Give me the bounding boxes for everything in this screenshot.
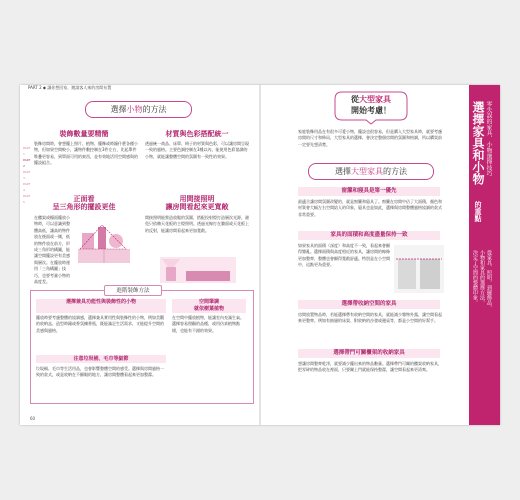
room-lighting-illustration-icon <box>160 257 236 283</box>
band-tagline-3: 決定了空間的整體印象。 <box>472 250 478 305</box>
tip-heading-functional: 選擇兼具功能性與裝飾性的小物 <box>36 299 166 313</box>
side-tab: PART 5 <box>23 194 31 204</box>
pill-text: 的方法 <box>383 167 407 176</box>
band-subtitle: 零失誤的家具．小物選擇技巧 <box>485 101 491 177</box>
shelf-item <box>420 259 440 289</box>
side-tabs <box>23 145 31 205</box>
subheading-height-depth: 家具的面積和高度盡量保持一致 <box>298 231 440 240</box>
furniture-height-illustration-icon <box>394 245 444 293</box>
band-title-suffix: 的重點 <box>474 201 482 222</box>
tip-heading-details: 注意垃圾桶、毛巾等細節 <box>36 355 166 363</box>
bubble-line2: 開始考慮！ <box>351 106 391 115</box>
body-door-shelf: 想讓房間整齊乾淨，就要減少擺出來的物品數量。選擇帶門可關的櫃架收納家具，把零碎的物品收在裡面，只要關上門就能保持整潔，讓空間看起來更清爽。 <box>298 361 442 373</box>
page-gutter <box>259 85 261 425</box>
vase-item <box>98 227 106 249</box>
running-header <box>28 85 111 91</box>
pill-text: 的方法 <box>142 105 167 114</box>
header-part: PART 2 ◆ <box>28 85 46 90</box>
side-tab-active: PART 2 <box>23 158 31 168</box>
clock-item <box>109 234 123 248</box>
pill-text: 選擇 <box>335 167 351 176</box>
side-tab: PART 4 <box>23 182 31 192</box>
shelf-illustration-icon <box>76 219 132 265</box>
bubble-line1 <box>334 94 408 105</box>
sofa-item <box>186 271 230 281</box>
heading-indirect-lighting: 用間接照明 讓房間看起來更寬敞 <box>165 195 229 211</box>
tip-body-functional: 擺放時要考慮整體的協調感，選擇兼具實用性與裝飾性的小物，例如美觀的收納盒、造型時鐘或香氛擴香瓶，既能滿足生活需求，又能提升空間的美感與風格。 <box>36 315 164 333</box>
page-number-left: 60 <box>30 416 36 421</box>
tip-body-details: 垃圾桶、毛巾等生活用品，也會影響整體空間的感受。選擇與房間風格一致的款式，或是收納在不顯眼的地方，讓房間整體看起來更加整潔。 <box>36 366 164 378</box>
side-tab: PART 3 <box>23 170 31 180</box>
body-height-depth: 如果家具的面積（深度）和高度不一致，看起來會顯得雜亂。選擇面積與高度相近的家具，讓房間的線條更加整齊，整體也會顯得寬敞舒適。特別是在小空間中，這點更為重要。 <box>298 243 390 268</box>
intro-paragraph: 家庭裝飾用品在有很多可愛小物，擺設也很容易，但是購入大型家具時，就要考慮房間的尺寸和佈局，大型家具的選擇，會決定整個房間的氛圍和格調，所以購買前一定要先想清楚。 <box>298 129 442 147</box>
tips-title: 進階裝飾方法 <box>104 285 162 296</box>
heading-material-color: 材質與色彩搭配統一 <box>165 130 229 138</box>
pill-text: 選擇 <box>110 105 127 114</box>
bubble-highlight: 大型家具 <box>359 95 391 104</box>
body-material-color: 透過統一商品、床單、椅子的材質與色彩，可以讓房間呈現一致的風格。主要色調控制在3種以內，能使用色彩協調的小物，就能讓整體空間的氛圍有一致性的效果。 <box>145 141 249 159</box>
cabinet-item <box>398 259 416 289</box>
tip-heading-plants: 空間筆調 就依樹葉植物 <box>172 299 246 313</box>
subheading-curtains: 窗簾和寢具是第一優先 <box>298 187 440 196</box>
body-quantity: 裝飾房間時，會想擺上照片、植物、擺飾或時鐘什麼各種小物，但如果空間較小，讓物件數控制在3件左右，比起單件堆疊更容易，到單面可用的東西，並有效地活用空間感與的擺設組合。 <box>34 141 138 166</box>
header-title: 讓你想回家，邀請客人來的房間布置 <box>47 85 112 90</box>
lamp-item <box>166 267 176 281</box>
body-triangle: 在櫃架或檯面擺放小物時，可以意識到整體高低，讓高的物件放在後面或一側，低的物件放在前方，形成三角形的構圖，能讓空間擺設更有美感與層次。在擺放時運用「三角構圖」技巧，也要考量小物的高度差。 <box>34 215 70 285</box>
body-indirect-lighting: 間接照明能營造放鬆的氛圍，搭配投射燈打造層次光源，避免只依賴天花板的主燈照明。透過光線打在牆面或天花板上的反射，能讓房間看起來更加寬敞。 <box>145 215 249 233</box>
band-title: 選擇家具和小物 <box>471 101 485 185</box>
body-storage-furniture: 房間放置物品時，若能選擇帶有收納空間的家具，就能減少雜物外露，讓空間看起來更整齊。例如有抽屜的床架、附收納的沙發或邊桌等，都是小空間的好幫手。 <box>298 312 442 324</box>
side-tab: PART 1 <box>23 146 31 156</box>
heading-quantity: 裝飾數量要精簡 <box>59 130 109 138</box>
section-pill-small-items <box>85 101 192 118</box>
band-tagline-1: 從家具、照明，到擺飾品， <box>486 250 492 310</box>
band-tagline-2: 小物和家具的選擇方法， <box>479 250 485 305</box>
tip-body-plants: 在空間中擺放植物，能讓室內充滿生氣。選擇容易照顧的品種，或用仿真植物點綴，也能有不錯的效果。 <box>172 315 244 333</box>
book-spread <box>20 85 500 425</box>
pill-highlight: 大型家具 <box>351 167 383 176</box>
body-curtains: 最適合讓房間氛圍改變的，就是窗簾和寢具了。窗簾在房間中佔了大面積，顏色和材質會大幅左右空間給人的印象，寢具也是如此，選擇與房間整體風格協調的款式非常重要。 <box>298 199 442 217</box>
subheading-storage-furniture: 選擇帶收納空間的家具 <box>298 300 440 309</box>
heading-triangle: 正面看 呈三角形的擺設更佳 <box>52 195 116 211</box>
section-pill-large-furniture <box>308 163 434 180</box>
pill-highlight: 小物 <box>126 105 143 114</box>
bubble-text: 從 <box>351 95 359 104</box>
subheading-door-shelf: 選擇帶門可關櫃架的收納家具 <box>298 349 440 358</box>
